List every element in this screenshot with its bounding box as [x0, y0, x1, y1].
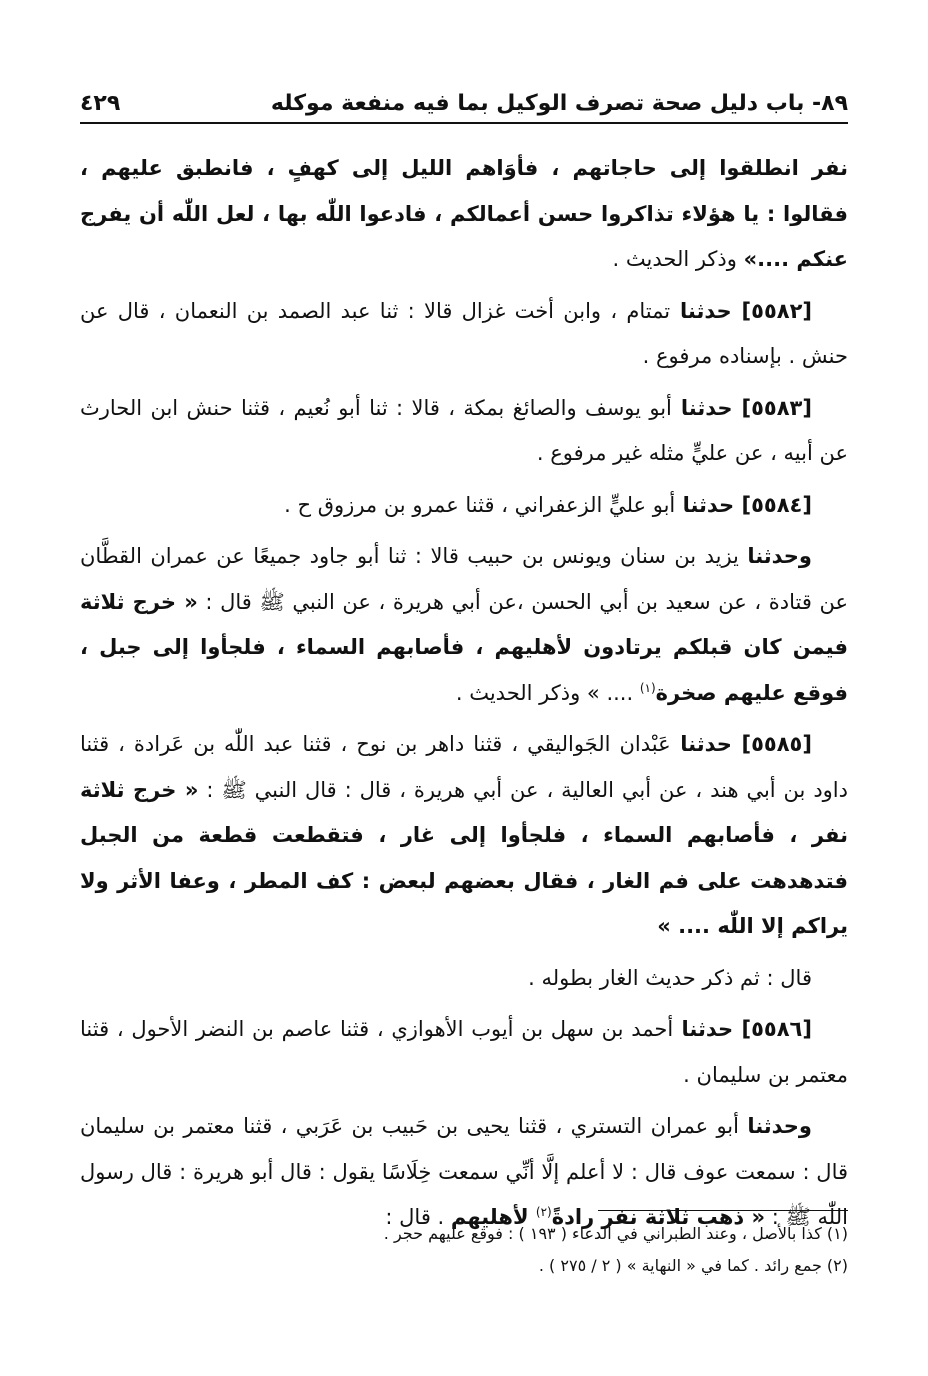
paragraph-text: تمتام ، وابن أخت غزال قالا : ثنا عبد الصمد بن النعمان ، قال عن حنش . بإسناده مرفوع . [80, 298, 848, 368]
footnote: (٢) جمع رائد . كما في « النهاية » ( ٢ / ٢٧٥ ) . [538, 1256, 848, 1275]
paragraph-text: وذكر الحديث . [612, 247, 744, 271]
footnotes [80, 1218, 848, 1282]
page-number: ٤٢٩ [80, 91, 121, 116]
hadith-number: [٥٥٨٢] [741, 298, 813, 323]
chapter-title: ٨٩- باب دليل صحة تصرف الوكيل بما فيه منفعة موكله [270, 91, 848, 116]
footnote-ref: (٢) [535, 1205, 552, 1219]
hadith-5582 [80, 289, 848, 380]
haddathana-word: وحدثنا [747, 544, 812, 568]
paragraph-text: أبو عليٍّ الزعفراني ، قثنا عمرو بن مرزوق ح . [284, 492, 676, 517]
footnote: (١) كذا بالأصل ، وعند الطبراني في الدعاء ( ١٩٣ ) : فوقع عليهم حجر . [383, 1224, 848, 1243]
paragraph-text: أحمد بن سهل بن أيوب الأهوازي ، قثنا عاصم بن النضر الأحول ، قثنا معتمر بن سليمان . [80, 1017, 848, 1087]
haddathana-word: حدثنا [670, 298, 742, 323]
hadith-matn: « ذهب ثلاثة نفر رادةً [551, 1205, 766, 1229]
footnote-separator [598, 1210, 848, 1211]
haddathana-word: حدثنا [670, 732, 742, 756]
paragraph-continuation [80, 146, 848, 283]
hadith-5583 [80, 386, 848, 477]
hadith-5584-second-chain [80, 534, 848, 716]
hadith-matn: نفر انطلقوا إلى حاجاتهم ، فأوَاهم الليل إلى كهفٍ ، فانطبق عليهم ، فقالوا : يا هؤلاء تذاكروا حسن أعمالكم ، فادعوا اللّٰه بها ، لعل اللّٰه أن يفرج عنكم ....» [80, 156, 848, 271]
haddathana-word: حدثنا [675, 492, 742, 517]
hadith-matn: « خرج ثلاثة نفر ، فأصابهم السماء ، فلجأوا إلى غار ، فتقطعت قطعة من الجبل فتدهدهت على فم الغار ، فقال بعضهم لبعض : كف المطر ، وعفا الأثر ولا يراكم إلا اللّٰه .... » [80, 777, 848, 938]
footnote-ref: (١) [639, 680, 656, 695]
hadith-number: [٥٥٨٤] [741, 492, 812, 517]
hadith-matn: « خرج ثلاثة فيمن كان قبلكم يرتادون لأهليهم ، فأصابهم السماء ، فلجأوا إلى جبل ، فوقع عليهم صخرة [80, 589, 848, 705]
hadith-5586 [80, 1007, 848, 1098]
paragraph-text: أبو يوسف والصائغ بمكة ، قالا : ثنا أبو نُعيم ، قثنا حنش ابن الحارث عن أبيه ، عن عليٍّ مثله غير مرفوع . [80, 395, 848, 465]
haddathana-word: حدثنا [671, 395, 742, 420]
paragraph-text: .... » وذكر الحديث . [455, 680, 640, 705]
paragraph-text: . قال : [385, 1205, 451, 1229]
paragraph-text: قال : ثم ذكر حديث الغار بطوله . [528, 965, 812, 990]
hadith-number: [٥٥٨٥] [741, 732, 812, 756]
haddathana-word: وحدثنا [747, 1114, 812, 1138]
main-text [80, 146, 848, 1247]
hadith-5584 [80, 483, 848, 529]
paragraph-text: أبو عمران التستري ، قثنا يحيى بن حَبيب بن عَرَبي ، قثنا معتمر بن سليمان قال : سمعت عوف قال : لا أعلم إلَّا أنِّي سمعت خِلَاسًا يقول : قال أبو هريرة : قال رسول اللّٰه ﷺ : [80, 1114, 848, 1229]
hadith-5585-note [80, 956, 848, 1002]
header-rule [80, 122, 848, 124]
hadith-number: [٥٥٨٦] [741, 1017, 812, 1041]
paragraph-text: يزيد بن سنان ويونس بن حبيب قالا : ثنا أبو جاود جميعًا عن عمران القطَّان عن قتادة ، عن سعيد بن أبي الحسن ،عن أبي هريرة ، عن النبي ﷺ قال : [80, 544, 848, 614]
haddathana-word: حدثنا [673, 1017, 742, 1041]
hadith-number: [٥٥٨٣] [741, 395, 812, 420]
page-header [80, 80, 848, 116]
hadith-5585 [80, 722, 848, 950]
paragraph-text: عَبْدان الجَواليقي ، قثنا داهر بن نوح ، قثنا عبد اللّٰه بن عَرادة ، قثنا داود بن أبي هند ، عن أبي العالية ، عن أبي هريرة ، قال : قال النبي ﷺ : [80, 732, 848, 802]
hadith-matn: لأهليهم [450, 1205, 536, 1229]
